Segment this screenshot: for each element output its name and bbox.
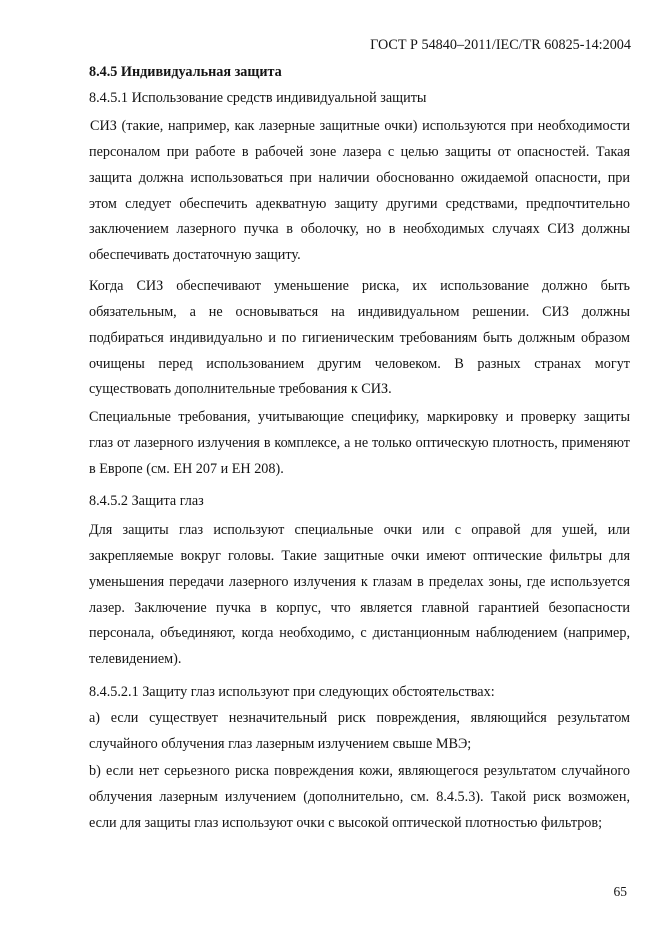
subsection-title-8-4-5-2: 8.4.5.2 Защита глаз	[89, 493, 204, 509]
paragraph-ppe-usage: СИЗ (такие, например, как лазерные защитные очки) используются при необходимости персоналом при работе в рабочей зоне лазера с целью защиты от опасностей. Такая защита должна использоваться при наличии обоснованно ожидаемой опасности, при этом следует обеспечить адекватную защиту другими средствами, предпочтительно заключением лазерного пучка в оболочку, но в необходимых случаях СИЗ должны обеспечивать достаточную защиту.	[89, 118, 630, 264]
document-header: ГОСТ Р 54840–2011/IEC/TR 60825-14:2004	[370, 37, 631, 53]
page-number: 65	[613, 884, 627, 899]
subsection-title-8-4-5-1: 8.4.5.1 Использование средств индивидуальной защиты	[89, 90, 427, 106]
paragraph-european-requirements: Специальные требования, учитывающие специфику, маркировку и проверку защиты глаз от лазерного излучения в комплексе, а не только оптическую плотность, применяют в Европе (см. ЕН 207 и ЕН 208).	[89, 409, 630, 477]
subsection-title-8-4-5-2-1: 8.4.5.2.1 Защиту глаз используют при следующих обстоятельствах:	[89, 684, 495, 700]
list-item-b: b) если нет серьезного риска повреждения кожи, являющегося результатом случайного облучения лазерным излучением (дополнительно, см. 8.4.5.3). Такой риск возможен, если для защиты глаз используют очки с высокой оптической плотностью фильтров;	[89, 763, 630, 831]
section-title: 8.4.5 Индивидуальная защита	[89, 64, 282, 80]
list-item-a: а) если существует незначительный риск повреждения, являющийся результатом случайного облучения глаз лазерным излучением свыше МВЭ;	[89, 710, 630, 752]
paragraph-eye-protection: Для защиты глаз используют специальные очки или с оправой для ушей, или закрепляемые вокруг головы. Такие защитные очки имеют оптические фильтры для уменьшения передачи лазерного излучения к глазам в пределах зоны, где используется лазер. Заключение пучка в корпус, что является главной гарантией безопасности персонала, объединяют, когда необходимо, с дистанционным наблюдением (например, телевидением).	[89, 522, 630, 668]
paragraph-ppe-mandatory: Когда СИЗ обеспечивают уменьшение риска, их использование должно быть обязательным, а не основываться на индивидуальном решении. СИЗ должны подбираться индивидуально и по гигиеническим требованиям быть должным образом очищены перед использованием другим человеком. В разных странах могут существовать дополнительные требования к СИЗ.	[89, 278, 630, 398]
